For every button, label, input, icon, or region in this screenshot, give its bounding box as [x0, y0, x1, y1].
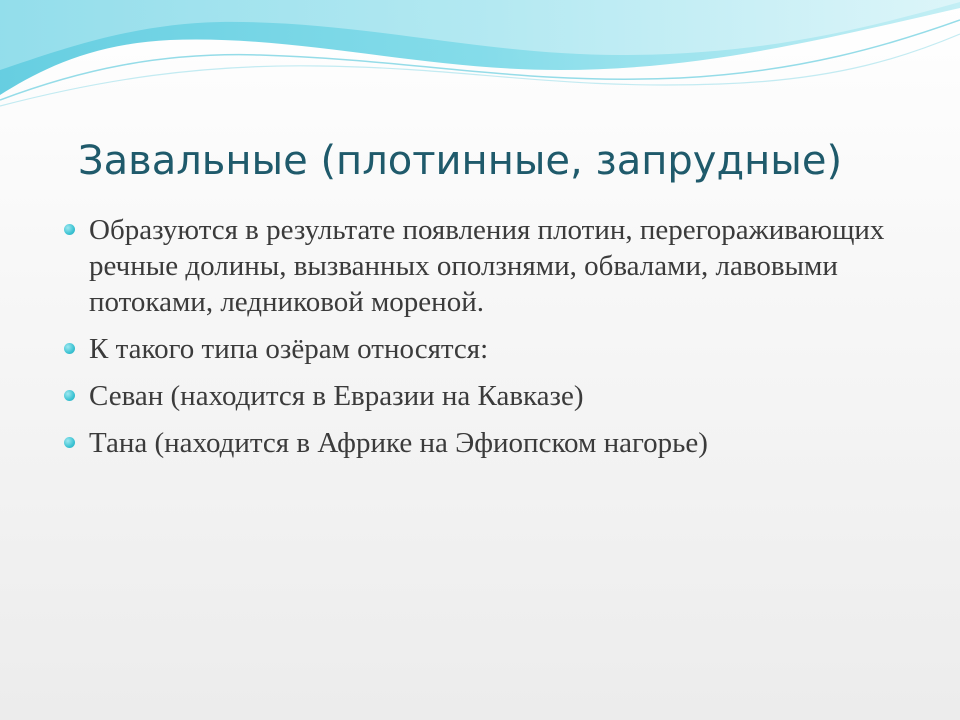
bullet-text: Тана (находится в Африке на Эфиопском нагорье): [89, 427, 708, 459]
bullet-text: Образуются в результате появления плотин, перегораживающих речные долины, вызванных оползнями, обвалами, лавовыми потоками, ледниковой мореной.: [89, 214, 885, 318]
bullet-dot-icon: [64, 437, 75, 448]
list-item: [60, 378, 920, 414]
list-item: [60, 212, 920, 320]
bullet-dot-icon: [64, 224, 75, 235]
bullet-list: [60, 212, 920, 472]
slide-title: Завальные (плотинные, запрудные): [78, 138, 843, 184]
bullet-dot-icon: [64, 390, 75, 401]
bullet-dot-icon: [64, 343, 75, 354]
list-item: [60, 331, 920, 367]
bullet-text: К такого типа озёрам относятся:: [89, 333, 489, 365]
bullet-text: Севан (находится в Евразии на Кавказе): [89, 380, 584, 412]
list-item: [60, 425, 920, 461]
wave-decoration: [0, 0, 960, 110]
